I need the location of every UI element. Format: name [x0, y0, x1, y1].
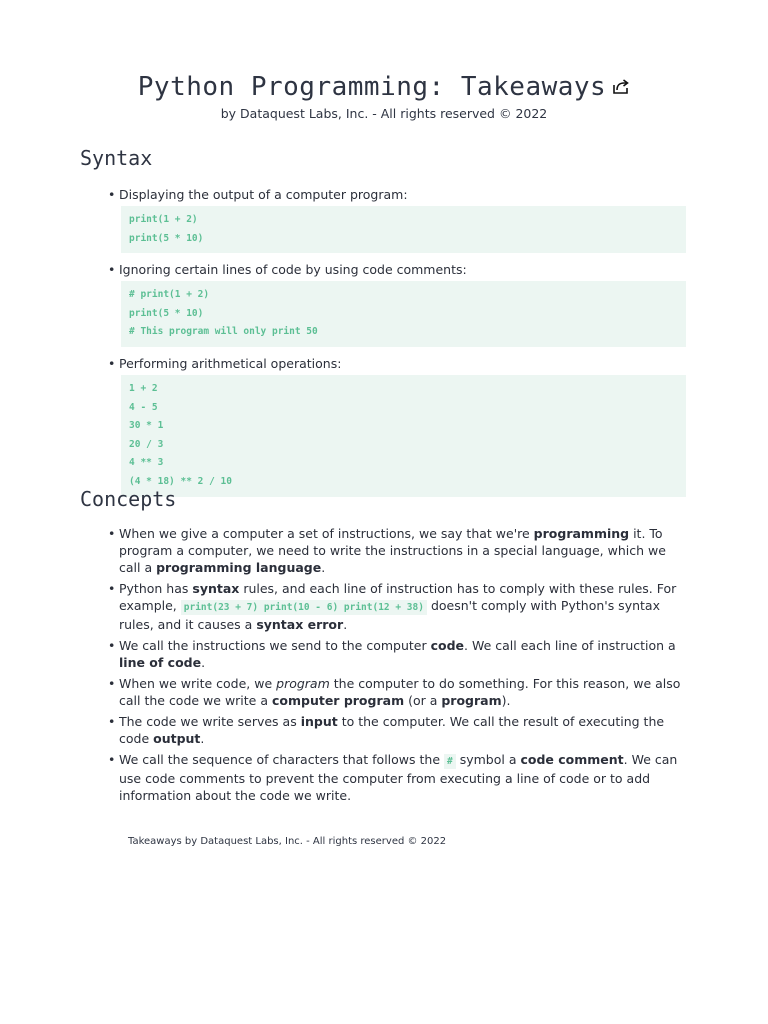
code-line: 30 * 1	[129, 420, 164, 432]
share-icon[interactable]	[612, 73, 630, 103]
code-block	[121, 206, 686, 253]
list-item	[108, 751, 688, 804]
list-item	[108, 355, 688, 497]
code-line: # This program will only print 50	[129, 326, 318, 338]
bullet: •	[108, 638, 116, 653]
page-title-text: Python Programming: Takeaways	[137, 72, 607, 102]
code-line: # print(1 + 2)	[129, 289, 210, 301]
concepts-list	[108, 525, 688, 804]
page-title	[0, 72, 768, 103]
inline-code: #	[444, 754, 456, 769]
list-item	[108, 637, 688, 671]
list-item-text: We call the sequence of characters that follows the # symbol a code comment. We can use code comments to prevent the computer from executing a line of code or to add information about the code we write.	[119, 752, 678, 803]
syntax-list	[108, 186, 688, 497]
code-block	[121, 281, 686, 347]
list-item-text: Ignoring certain lines of code by using code comments:	[119, 262, 467, 278]
bullet: •	[108, 581, 116, 596]
bullet: •	[108, 676, 116, 691]
code-line: 4 - 5	[129, 401, 158, 413]
concepts-heading: Concepts	[80, 487, 177, 511]
bullet: •	[108, 752, 116, 767]
list-item-text: We call the instructions we send to the computer code. We call each line of instruction a line of code.	[119, 638, 676, 670]
code-line: print(5 * 10)	[129, 232, 204, 244]
code-line: 4 ** 3	[129, 457, 164, 469]
footer: Takeaways by Dataquest Labs, Inc. - All rights reserved © 2022	[128, 836, 447, 847]
list-item	[108, 580, 688, 633]
bullet: •	[108, 355, 116, 371]
list-item	[108, 675, 688, 709]
code-block	[121, 375, 686, 497]
bullet: •	[108, 714, 116, 729]
list-item	[108, 713, 688, 747]
list-item	[108, 186, 688, 253]
inline-code: print(23 + 7) print(10 - 6) print(12 + 38)	[181, 600, 427, 615]
list-item	[108, 525, 688, 576]
code-line: print(1 + 2)	[129, 214, 198, 225]
list-item	[108, 261, 688, 347]
bullet: •	[108, 526, 116, 541]
code-line: (4 * 18) ** 2 / 10	[129, 475, 232, 487]
list-item-text: Performing arithmetical operations:	[119, 355, 342, 371]
bullet: •	[108, 262, 116, 278]
page-subtitle: by Dataquest Labs, Inc. - All rights reserved © 2022	[220, 106, 548, 121]
list-item-text: The code we write serves as input to the computer. We call the result of executing the code output.	[119, 714, 665, 746]
code-line: 20 / 3	[129, 438, 164, 450]
code-line: 1 + 2	[129, 382, 158, 394]
code-line: print(5 * 10)	[129, 307, 204, 319]
syntax-heading: Syntax	[80, 146, 153, 170]
bullet: •	[108, 187, 116, 202]
list-item-text: Displaying the output of a computer program:	[119, 187, 408, 202]
list-item-text: When we write code, we program the computer to do something. For this reason, we also call the code we write a computer program (or a program).	[119, 676, 681, 708]
list-item-text: When we give a computer a set of instructions, we say that we're programming it. To program a computer, we need to write the instructions in a special language, which we call a programming language.	[119, 526, 666, 575]
list-item-text: Python has syntax rules, and each line of instruction has to comply with these rules. For example, print(23 + 7) print(10 - 6) print(12 + 38) doesn't comply with Python's syntax rules, and it causes a syntax error.	[119, 581, 677, 632]
